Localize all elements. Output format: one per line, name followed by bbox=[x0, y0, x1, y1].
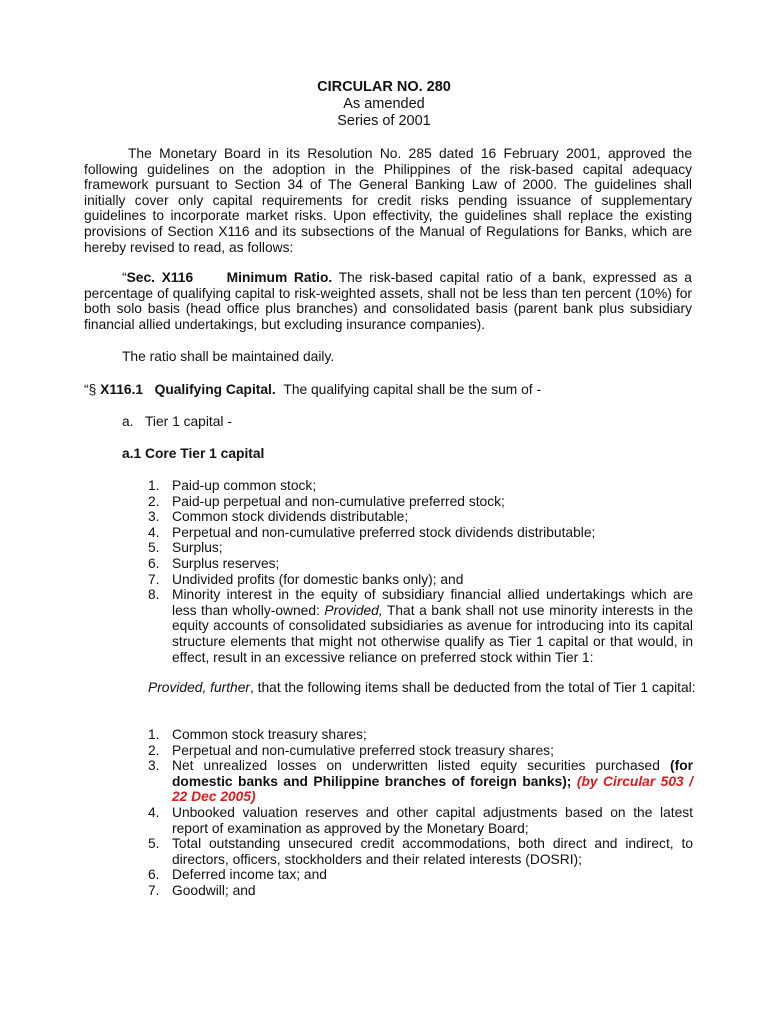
circular-subtitle-series: Series of 2001 bbox=[337, 113, 431, 129]
list-item: 6. Deferred income tax; and bbox=[148, 867, 327, 883]
list-item: 5. Total outstanding unsecured credit accommodations, both direct and indirect, to directors, officers, stockholders and their related interests (DOSRI); bbox=[148, 836, 693, 867]
list-item: 4. Unbooked valuation reserves and other capital adjustments based on the latest report of examination as approved by the Monetary Board; bbox=[148, 804, 693, 836]
list-item: 1. Common stock treasury shares; bbox=[148, 727, 367, 742]
list-item: 2. Paid-up perpetual and non-cumulative preferred stock; bbox=[148, 493, 505, 509]
core-tier1-heading: a.1 Core Tier 1 capital bbox=[122, 446, 265, 461]
core-tier1-list bbox=[148, 478, 693, 665]
provided-further-paragraph: Provided, further, that the following items shall be deducted from the total of Tier 1 capital: bbox=[148, 680, 696, 695]
section-text: The risk-based capital ratio of a bank, expressed as a percentage of qualifying capital to risk-weighted assets, shall not be less than ten percent (10%) for both solo basis (head office plus branches) and consolidated basis (parent bank plus subsidiary financial allied undertakings, but excluding insurance companies). bbox=[84, 270, 692, 332]
circular-title: CIRCULAR NO. 280 bbox=[317, 79, 451, 95]
section-x116-paragraph bbox=[84, 270, 692, 332]
list-item: 7. Undivided profits (for domestic banks only); and bbox=[148, 571, 464, 587]
tier1-marker: a. bbox=[122, 414, 134, 429]
section-label: Sec. X116 bbox=[126, 270, 194, 285]
subsection-x116-1 bbox=[84, 382, 541, 398]
circular-subtitle-amended: As amended bbox=[343, 96, 425, 112]
tier1-text: Tier 1 capital - bbox=[145, 414, 232, 429]
intro-paragraph: The Monetary Board in its Resolution No. 285 dated 16 February 2001, approved the following guidelines on the adoption in the Philippines of the risk-based capital adequacy framework pursuant to Section 34 of The General Banking Law of 2000. The guidelines shall initially cover only capital requirements for credit risks pending issuance of supplementary guidelines to incorporate market risks. Upon effectivity, the guidelines shall replace the existing provisions of Section X116 and its subsections of the Manual of Regulations for Banks, which are hereby revised to read, as follows: bbox=[84, 146, 692, 255]
list-item: 7. Goodwill; and bbox=[148, 882, 256, 898]
subsection-text: The qualifying capital shall be the sum of - bbox=[283, 382, 542, 397]
list-item: 4. Perpetual and non-cumulative preferred stock dividends distributable; bbox=[148, 524, 596, 540]
list-item: 2. Perpetual and non-cumulative preferred stock treasury shares; bbox=[148, 742, 554, 758]
list-item-unrealized-losses: 3. Net unrealized losses on underwritten listed equity securities purchased (for domestic banks and Philippine branches of foreign banks); (by Circular 503 / 22 Dec 2005) bbox=[148, 758, 693, 805]
tier1-line bbox=[122, 414, 232, 430]
deductions-list bbox=[148, 727, 693, 899]
section-quote: “ bbox=[122, 270, 127, 285]
list-item-minority-interest: 8. Minority interest in the equity of subsidiary financial allied undertakings which are less than wholly-owned: Provided, That a bank shall not use minority interests in the equity accounts of consolidated subsidiaries as avenue for introducing into its capital structure elements that might not otherwise qualify as Tier 1 capital or that would, in effect, result in an excessive reliance on preferred stock within Tier 1: bbox=[148, 587, 694, 665]
circular-header bbox=[0, 79, 768, 130]
list-item: 5. Surplus; bbox=[148, 540, 223, 556]
subsection-heading: Qualifying Capital. bbox=[154, 382, 276, 397]
subsection-label: X116.1 bbox=[96, 382, 144, 397]
ratio-daily-text: The ratio shall be maintained daily. bbox=[122, 349, 335, 364]
subsection-quote: “§ bbox=[84, 382, 97, 397]
list-item: 6. Surplus reserves; bbox=[148, 555, 280, 571]
amendment-note: (by Circular 503 / 22 Dec 2005) bbox=[172, 773, 693, 805]
section-heading: Minimum Ratio. bbox=[226, 270, 333, 285]
list-item: 1. Paid-up common stock; bbox=[148, 478, 317, 493]
list-item: 3. Common stock dividends distributable; bbox=[148, 509, 409, 525]
